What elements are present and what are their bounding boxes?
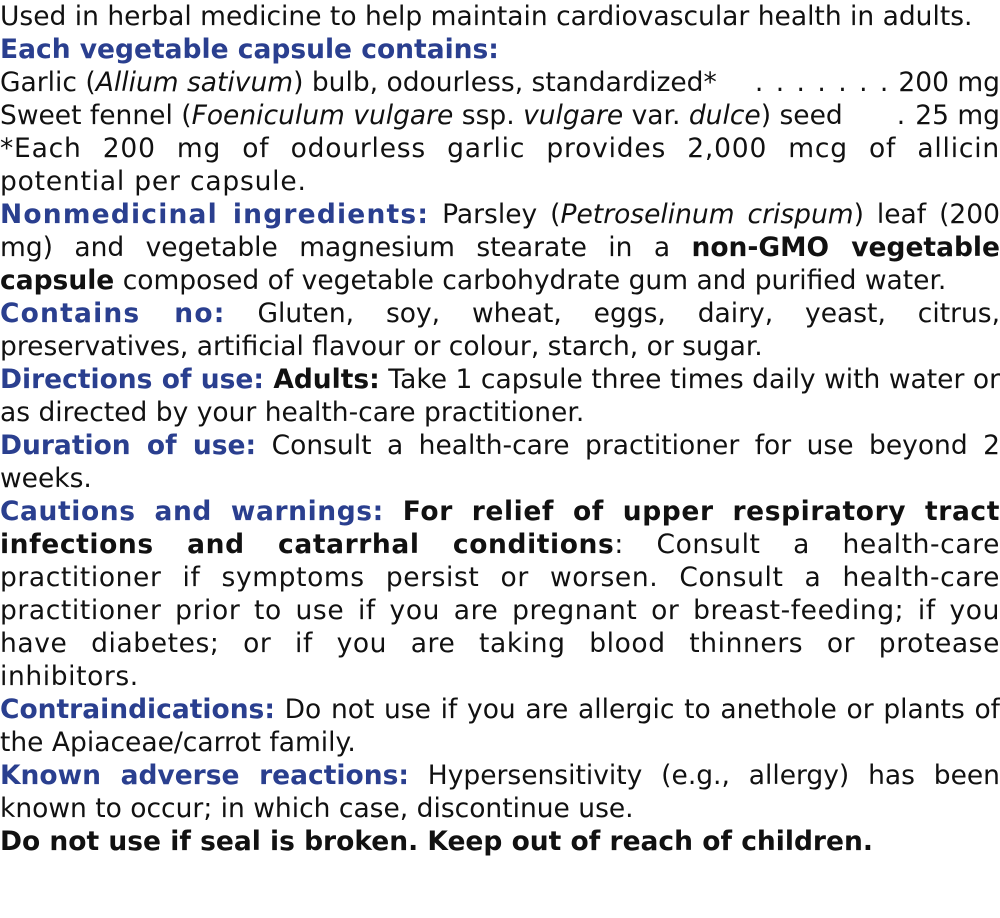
- adverse-reactions-text: Hypersensitivity (e.g., allergy) has been known to occur; in which case, discontinue use.: [0, 760, 1000, 824]
- fennel-latin-variety: dulce: [688, 100, 761, 131]
- fennel-prefix: Sweet fennel (: [0, 100, 192, 131]
- capsule-heading-label: Each vegetable capsule contains:: [0, 34, 499, 65]
- duration-text: Consult a health-care practitioner for use beyond 2 weeks.: [0, 430, 1000, 494]
- nonmedicinal-section: [0, 198, 1000, 297]
- duration-section: [0, 429, 1000, 495]
- nonmedicinal-text-1: Parsley (: [429, 199, 561, 230]
- cautions-bold-text: For relief of upper respiratory tract infections and catarrhal conditions: [0, 496, 1000, 560]
- fennel-latin-subspecies: vulgare: [523, 100, 624, 131]
- nonmedicinal-capsule-bold: non-GMO vegetable capsule: [0, 232, 1000, 296]
- cautions-text: : Consult a health-care practitioner if symptoms persist or worsen. Consult a health-care practitioner prior to use if you are pregnant or breast-feeding; if you have diabetes; or if you are taking blood thinners or protease inhibitors.: [0, 529, 1000, 692]
- directions-heading: Directions of use:: [0, 364, 264, 395]
- contains-no-heading: Contains no:: [0, 298, 226, 329]
- contains-no-section: [0, 297, 1000, 363]
- contains-no-text: Gluten, soy, wheat, eggs, dairy, yeast, citrus, preservatives, artificial flavour or colour, starch, or sugar.: [0, 298, 1000, 362]
- ingredient-row-fennel: [0, 99, 1000, 132]
- garlic-prefix: Garlic (: [0, 67, 96, 98]
- nonmedicinal-text-3: composed of vegetable carbohydrate gum and purified water.: [114, 265, 947, 296]
- garlic-leader-dots: . . . . . . .: [754, 67, 891, 98]
- adverse-reactions-heading: Known adverse reactions:: [0, 760, 409, 791]
- directions-adults-bold: Adults:: [264, 364, 380, 395]
- garlic-description: [0, 66, 717, 99]
- directions-section: [0, 363, 1000, 429]
- garlic-suffix: ) bulb, odourless, standardized*: [293, 67, 717, 98]
- directions-text: Take 1 capsule three times daily with water or as directed by your health-care practitioner.: [0, 364, 1000, 428]
- nonmedicinal-heading: Nonmedicinal ingredients:: [0, 199, 430, 230]
- fennel-suffix: ) seed: [760, 100, 843, 131]
- fennel-leader-dots: .: [896, 100, 908, 131]
- duration-heading: Duration of use:: [0, 430, 257, 461]
- cautions-heading: Cautions and warnings:: [0, 496, 384, 527]
- garlic-footnote: *Each 200 mg of odourless garlic provides 2,000 mcg of allicin potential per capsule.: [0, 133, 1000, 197]
- garlic-latin-name: Allium sativum: [95, 67, 294, 98]
- fennel-latin-genus: Foeniculum vulgare: [191, 100, 454, 131]
- adverse-reactions-section: [0, 759, 1000, 825]
- cautions-section: [0, 495, 1000, 693]
- ingredient-row-garlic: [0, 66, 1000, 99]
- fennel-amount: 25 mg: [915, 100, 1000, 131]
- fennel-ssp: ssp.: [453, 100, 524, 131]
- intro-text: Used in herbal medicine to help maintain cardiovascular health in adults.: [0, 1, 973, 32]
- capsule-heading: [0, 33, 1000, 66]
- contraindications-text: Do not use if you are allergic to anethole or plants of the Apiaceae/carrot family.: [0, 694, 1000, 758]
- fennel-var: var.: [623, 100, 689, 131]
- final-warning: Do not use if seal is broken. Keep out of reach of children.: [0, 826, 873, 857]
- contraindications-section: [0, 693, 1000, 759]
- contraindications-heading: Contraindications:: [0, 694, 275, 725]
- nonmedicinal-text-2: ) leaf (200 mg) and vegetable magnesium stearate in a: [0, 199, 1000, 263]
- fennel-description: [0, 99, 843, 132]
- parsley-latin-name: Petroselinum crispum: [560, 199, 854, 230]
- garlic-amount: 200 mg: [898, 67, 1000, 98]
